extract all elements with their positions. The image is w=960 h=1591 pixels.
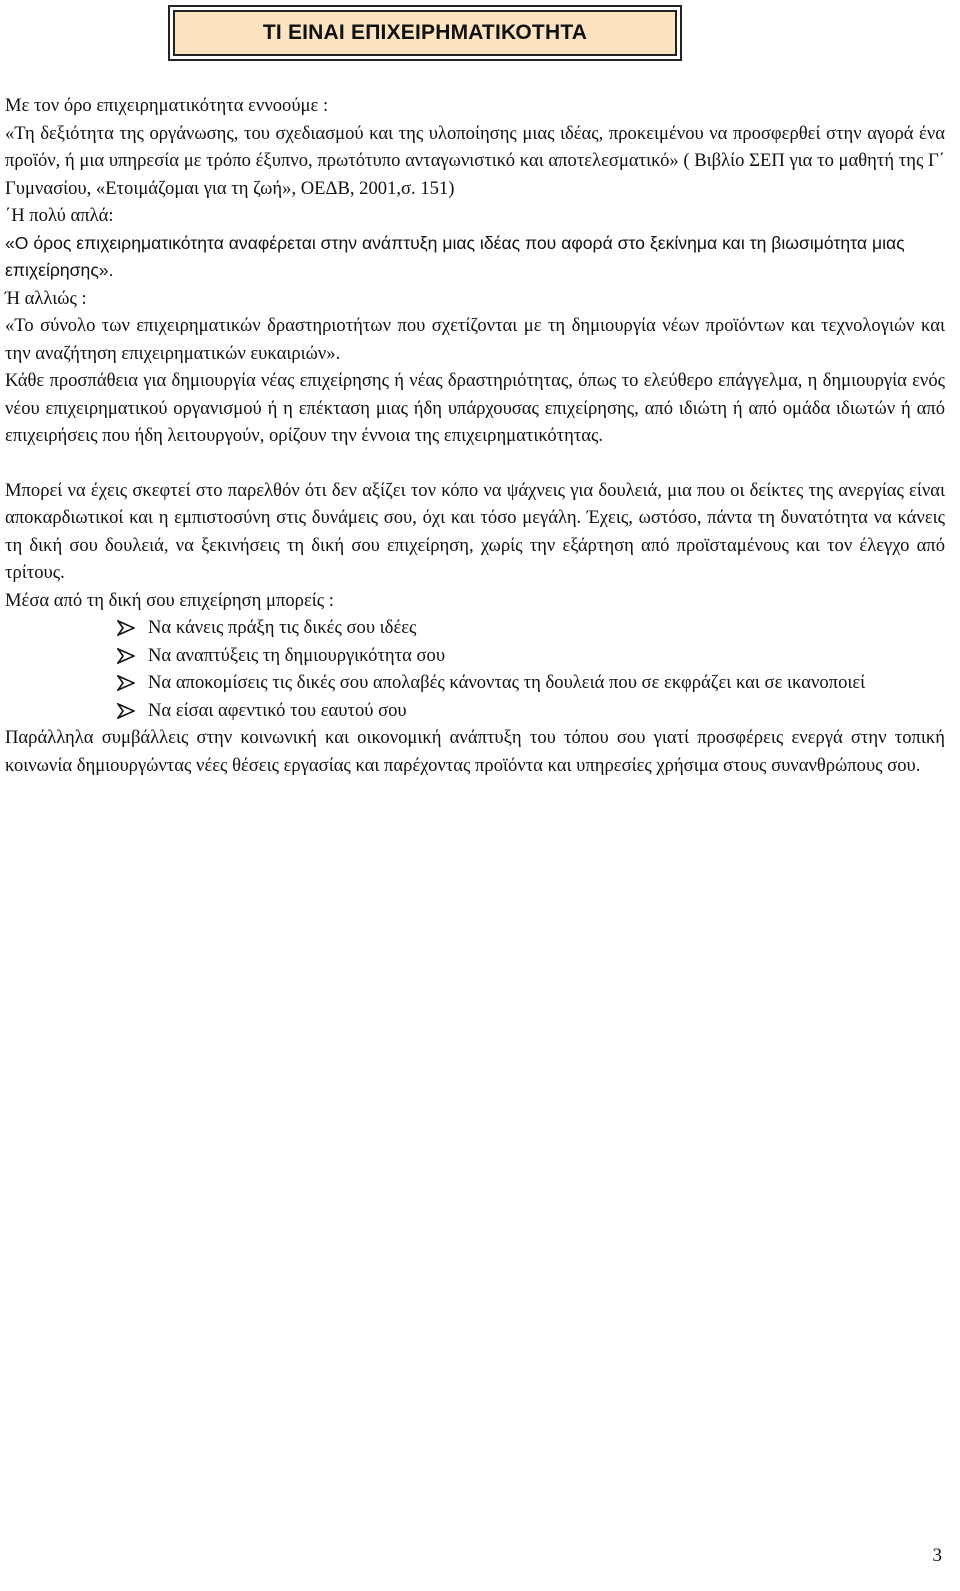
benefits-list bbox=[5, 614, 945, 724]
list-item-text: Να είσαι αφεντικό του εαυτού σου bbox=[148, 699, 407, 721]
contribution-paragraph: Παράλληλα συμβάλλεις στην κοινωνική και οικονομική ανάπτυξη του τόπου σου γιατί προσφέρεις ενεργά στην τοπική κοινωνία δημιουργώντας νέες θέσεις εργασίας και παρέχοντας προϊόντα και υπηρεσίες χρήσιμα στους συνανθρώπους σου. bbox=[5, 727, 945, 776]
arrow-bullet-icon bbox=[117, 675, 135, 691]
definition-intro: Με τον όρο επιχειρηματικότητα εννοούμε : bbox=[5, 95, 329, 116]
list-item-text: Να κάνεις πράξη τις δικές σου ιδέες bbox=[148, 617, 417, 638]
list-item bbox=[117, 642, 945, 670]
alternative-quote: «Το σύνολο των επιχειρηματικών δραστηριοτήτων που σχετίζονται με τη δημιουργία νέων προϊόντων και τεχνολογιών και την αναζήτηση επιχειρηματικών ευκαιριών». bbox=[5, 315, 945, 364]
list-item-text: Να αναπτύξεις τη δημιουργικότητα σου bbox=[148, 644, 446, 666]
entrepreneurship-paragraph: Κάθε προσπάθεια για δημιουργία νέας επιχείρησης ή νέας δραστηριότητας, όπως το ελεύθερο επάγγελμα, η δημιουργία ενός νέου επιχειρηματικού οργανισμού ή η επέκταση μιας ήδη υπάρχουσας επιχείρησης, από ιδιώτη ή από ομάδα ιδιωτών ή από επιχειρήσεις που ήδη λειτουργούν, ορίζουν την έννοια της επιχειρηματικότητας. bbox=[5, 370, 945, 446]
definition-quote: «Τη δεξιότητα της οργάνωσης, του σχεδιασμού και της υλοποίησης μιας ιδέας, προκειμένου να προσφερθεί στην αγορά ένα προϊόν, ή μια υπηρεσία με τρόπο έξυπνο, πρωτότυπο ανταγωνιστικό και αποτελεσματικό» ( Βιβλίο ΣΕΠ για το μαθητή της Γ΄ Γυμνασίου, «Ετοιμάζομαι για τη ζωή», ΟΕΔΒ, 2001,σ. 151) bbox=[5, 122, 945, 199]
arrow-bullet-icon bbox=[117, 648, 135, 664]
list-item bbox=[117, 614, 945, 642]
simple-intro: ΄Η πολύ απλά: bbox=[5, 205, 114, 226]
document-body bbox=[5, 92, 945, 779]
motivation-paragraph: Μπορεί να έχεις σκεφτεί στο παρελθόν ότι δεν αξίζει τον κόπο να ψάχνεις για δουλειά, μια που οι δείκτες της ανεργίας είναι αποκαρδιωτικοί και η εμπιστοσύνη στις δυνάμεις σου, όχι και τόσο μεγάλη. Έχεις, ωστόσο, πάντα τη δυνατότητα να κάνεις τη δική σου δουλειά, να ξεκινήσεις τη δική σου επιχείρηση, χωρίς την εξάρτηση από προϊσταμένους και τον έλεγχο από τρίτους. bbox=[5, 479, 945, 583]
title-banner bbox=[173, 10, 677, 56]
arrow-bullet-icon bbox=[117, 620, 135, 636]
page-number: 3 bbox=[932, 1545, 942, 1566]
page-title: ΤΙ ΕΙΝΑΙ ΕΠΙΧΕΙΡΗΜΑΤΙΚΟΤΗΤΑ bbox=[262, 21, 588, 44]
title-box bbox=[168, 5, 682, 61]
list-item-text: Να αποκομίσεις τις δικές σου απολαβές κάνοντας τη δουλειά που σε εκφράζει και σε ικανοποιεί bbox=[148, 672, 866, 693]
list-item bbox=[117, 669, 945, 697]
arrow-bullet-icon bbox=[117, 703, 135, 719]
benefits-intro: Μέσα από τη δική σου επιχείρηση μπορείς : bbox=[5, 589, 334, 611]
alternative-intro: Ή αλλιώς : bbox=[5, 287, 87, 309]
list-item bbox=[117, 697, 945, 725]
paragraph-gap bbox=[5, 450, 945, 477]
simple-quote: «Ο όρος επιχειρηματικότητα αναφέρεται στην ανάπτυξη μιας ιδέας που αφορά στο ξεκίνημα και τη βιωσιμότητα μιας επιχείρησης». bbox=[5, 232, 905, 280]
